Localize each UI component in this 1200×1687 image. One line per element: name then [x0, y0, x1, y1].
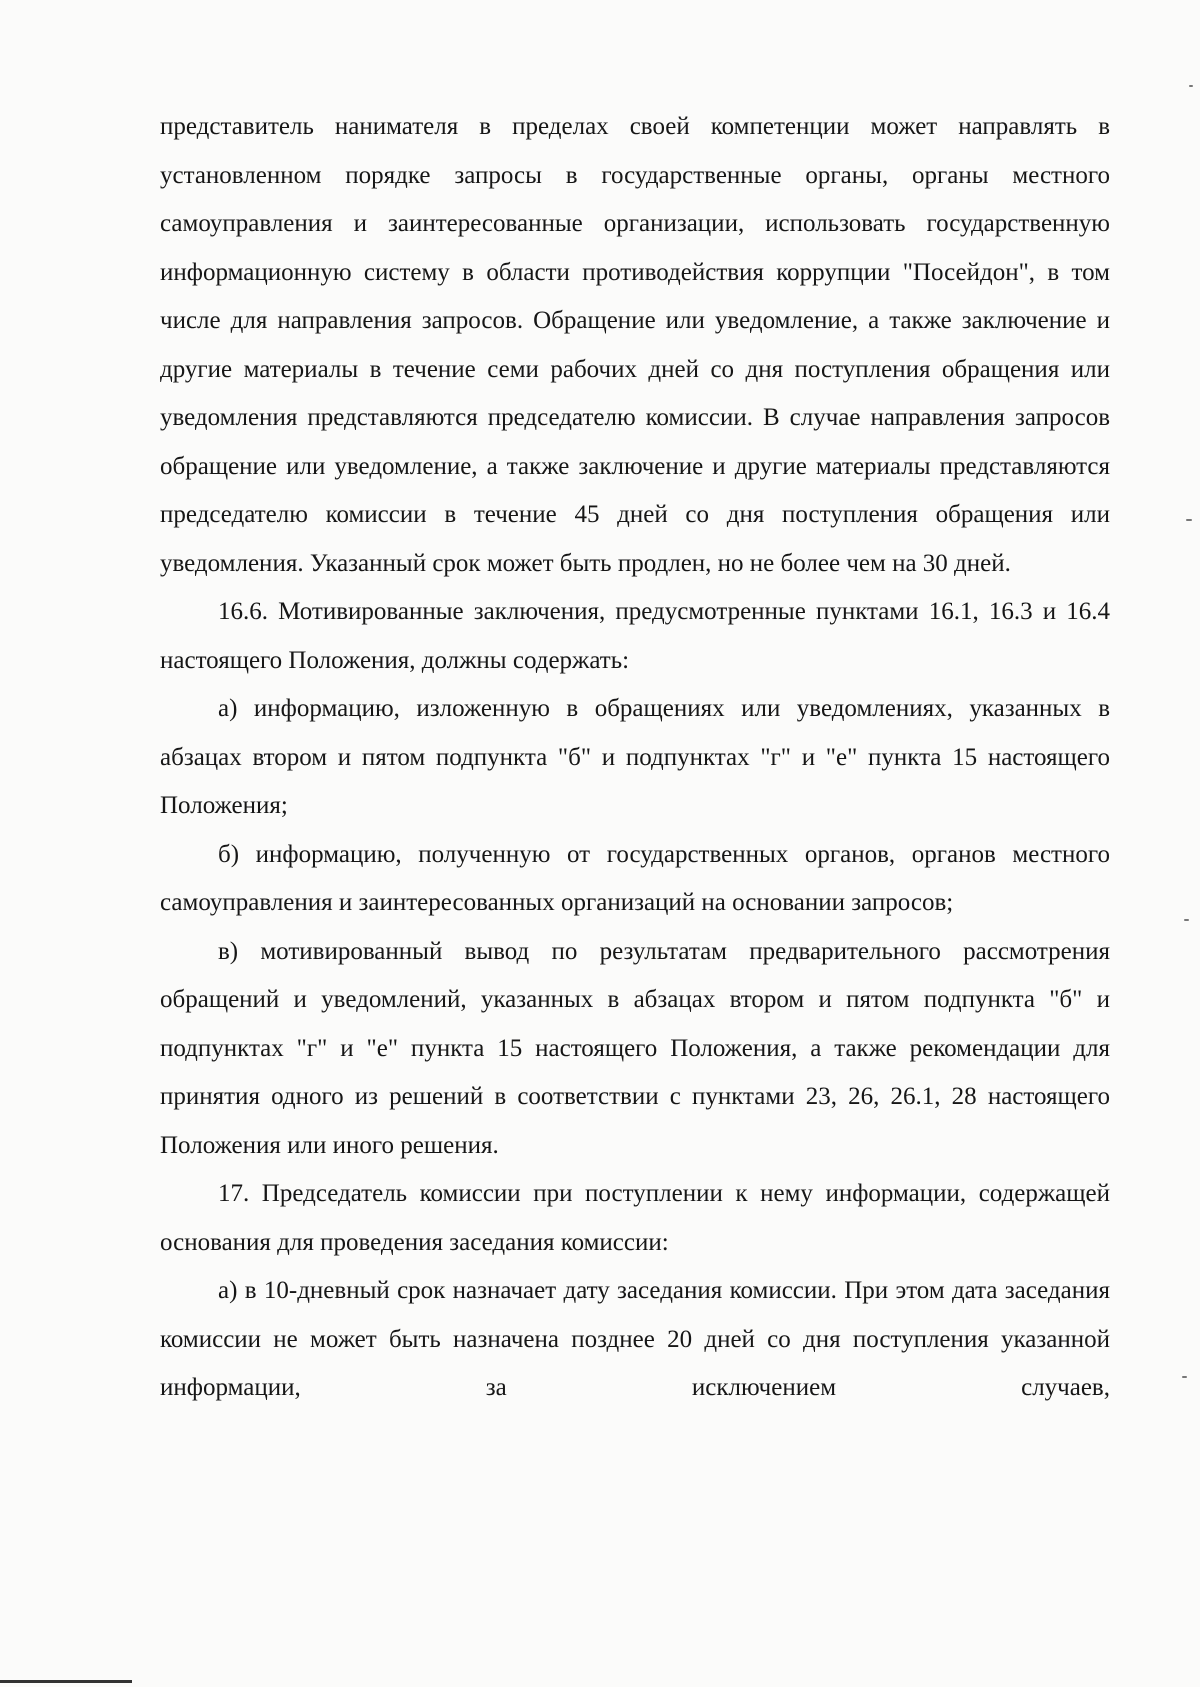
paragraph-16-6-v: в) мотивированный вывод по результатам предварительного рассмотрения обращений и уведомлений, указанных в абзацах втором и пятом подпункта "б" и подпунктах "г" и "е" пункта 15 настоящего Положения, а также рекомендации для принятия одного из решений в соответствии с пунктами 23, 26, 26.1, 28 настоящего Положения или иного решения.	[160, 937, 1110, 1159]
page-edge-rule	[0, 1680, 132, 1683]
paragraph-continuation: представитель нанимателя в пределах своей компетенции может направлять в установленном порядке запросы в государственные органы, органы местного самоуправления и заинтересованные организации, использовать государственную информационную систему в области противодействия коррупции "Посейдон", в том числе для направления запросов. Обращение или уведомление, а также заключение и другие материалы в течение семи рабочих дней со дня поступления обращения или уведомления представляются председателю комиссии. В случае направления запросов обращение или уведомление, а также заключение и другие материалы представляются председателю комиссии в течение 45 дней со дня поступления обращения или уведомления. Указанный срок может быть продлен, но не более чем на 30 дней.	[160, 113, 1110, 577]
document-body	[160, 103, 1110, 1413]
paragraph-16-6: 16.6. Мотивированные заключения, предусмотренные пунктами 16.1, 16.3 и 16.4 настоящего Положения, должны содержать:	[160, 598, 1110, 674]
paragraph-16-6-b: б) информацию, полученную от государственных органов, органов местного самоуправления и заинтересованных организаций на основании запросов;	[160, 840, 1110, 916]
scan-speck	[1189, 85, 1193, 87]
paragraph-17-a: а) в 10-дневный срок назначает дату заседания комиссии. При этом дата заседания комиссии не может быть назначена позднее 20 дней со дня поступления указанной информации, за исключением случаев,	[160, 1277, 1110, 1401]
scan-speck	[1184, 919, 1189, 921]
paragraph-16-6-a: а) информацию, изложенную в обращениях или уведомлениях, указанных в абзацах втором и пятом подпункта "б" и подпунктах "г" и "е" пункта 15 настоящего Положения;	[160, 695, 1110, 819]
scan-speck	[1186, 519, 1192, 521]
scan-speck	[1182, 1376, 1187, 1378]
paragraph-17: 17. Председатель комиссии при поступлении к нему информации, содержащей основания для проведения заседания комиссии:	[160, 1180, 1110, 1256]
